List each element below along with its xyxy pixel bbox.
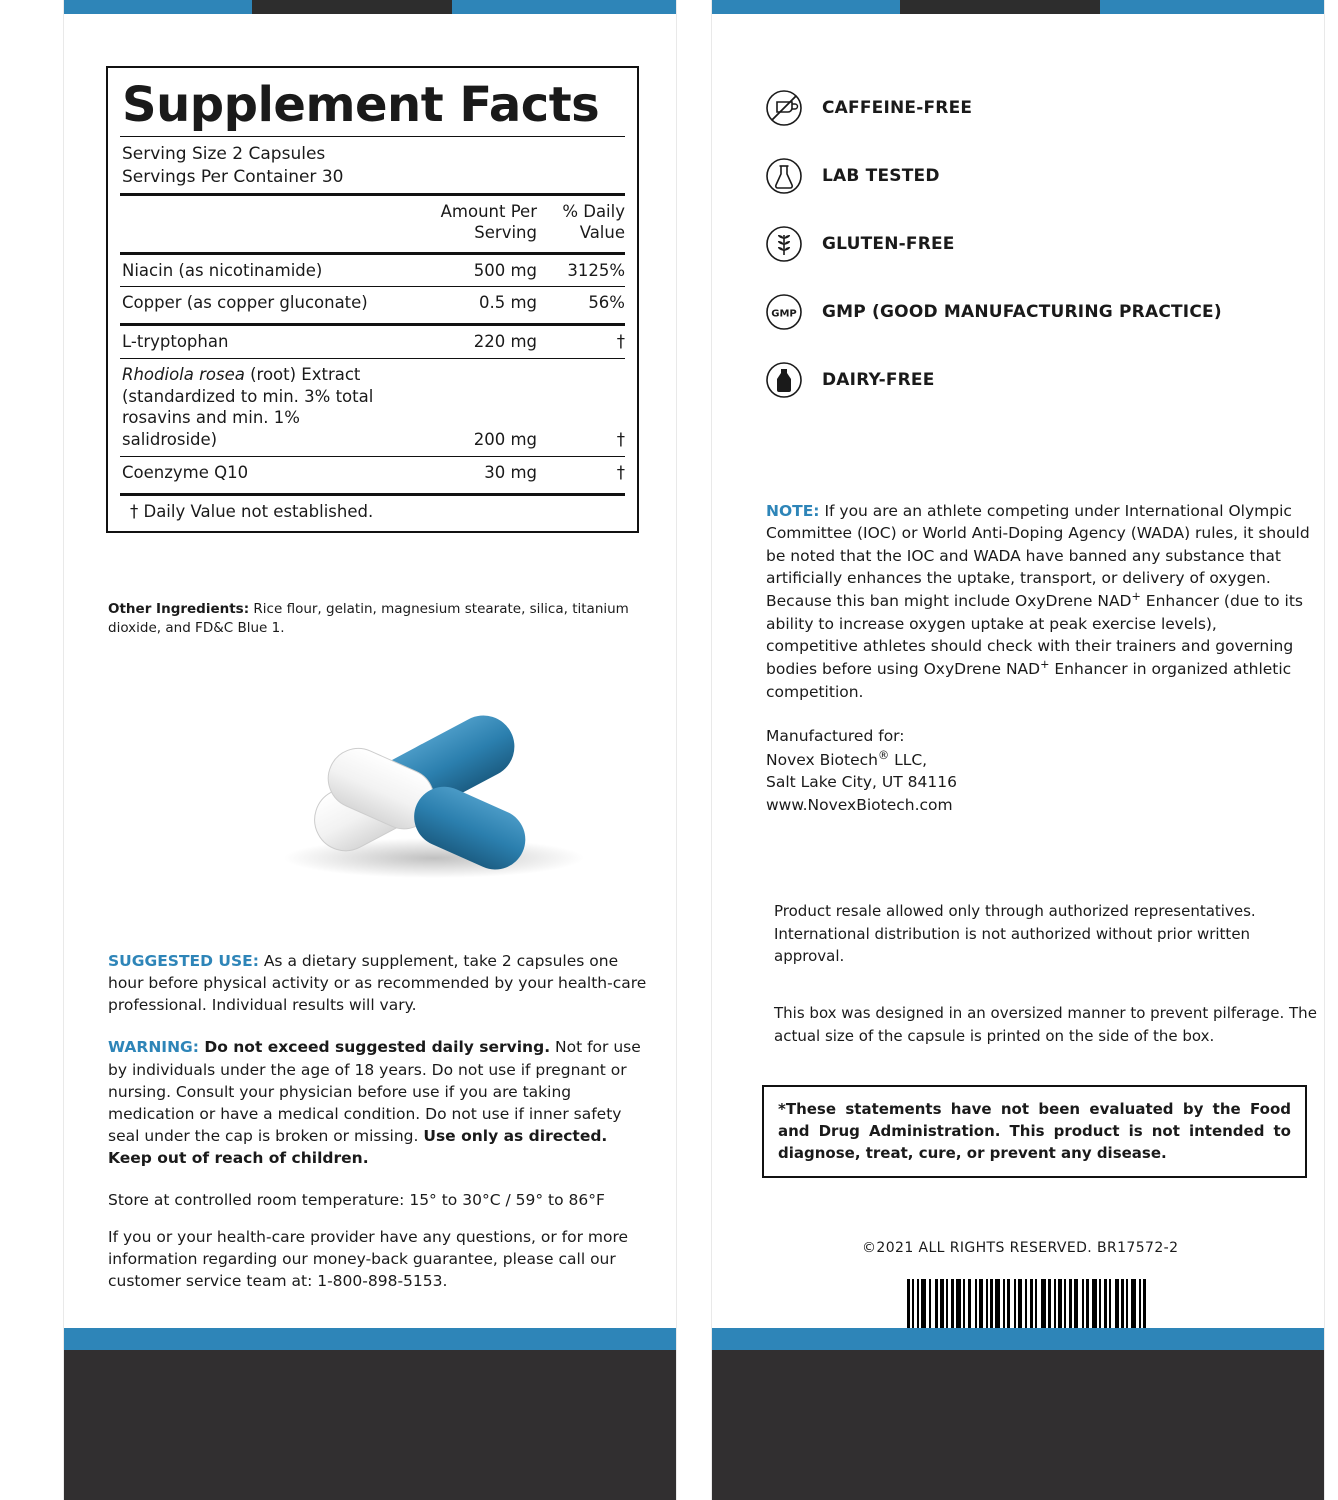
suggested-use-label: SUGGESTED USE: <box>108 952 259 970</box>
nutrient-dv: 56% <box>588 293 625 313</box>
other-ingredients <box>108 600 638 638</box>
top-strip-dark-segment <box>252 0 452 14</box>
note-superscript-1: + <box>1131 590 1141 604</box>
botanical-name-rest: (root) Extract <box>244 364 361 384</box>
other-ingredients-label: Other Ingredients: <box>108 601 250 617</box>
note-block <box>766 500 1311 816</box>
dv-header-line1: % Daily <box>562 202 625 222</box>
claim-dairy-free <box>764 346 1294 414</box>
manufactured-for-label: Manufactured for: <box>766 727 905 746</box>
warning <box>108 1036 648 1169</box>
fda-disclaimer: *These statements have not been evaluated by the Food and Drug Administration. This product is not intended to diagnose, treat, cure, or prevent any disease. <box>762 1085 1307 1178</box>
note-text-2: Enhancer (due to its ability to increase oxygen uptake at peak exercise levels), competitive athletes should check with their trainers and governing bodies before using OxyDrene NAD <box>766 592 1304 679</box>
brand-name: Novex Biotech <box>766 750 878 769</box>
other-ingredients-text: Rice flour, gelatin, magnesium stearate, silica, titanium dioxide, and FD&C Blue 1. <box>108 601 629 637</box>
top-color-strip <box>712 0 1324 14</box>
athlete-note <box>766 500 1311 703</box>
note-text-1: If you are an athlete competing under International Olympic Committee (IOC) or World Anti-Doping Agency (WADA) rules, it should be noted that the IOC and WADA have banned any substance that artificially enhances the uptake, transport, or delivery of oxygen. Because this ban might include OxyDrene NAD <box>766 502 1310 611</box>
nutrient-dv: † <box>616 332 625 352</box>
manufacturer-website[interactable]: www.NovexBiotech.com <box>766 795 953 814</box>
capsule-image <box>244 690 624 890</box>
claim-label: GMP (GOOD MANUFACTURING PRACTICE) <box>822 302 1222 322</box>
storage-instructions: Store at controlled room temperature: 15° to 30°C / 59° to 86°F <box>108 1191 605 1210</box>
entity-suffix: LLC, <box>889 750 928 769</box>
bottom-blue-band <box>64 1328 676 1350</box>
warning-label: WARNING: <box>108 1038 199 1057</box>
gmp-icon <box>764 292 804 332</box>
nutrient-amount: 200 mg <box>473 430 537 450</box>
note-label: NOTE: <box>766 502 820 520</box>
bottom-dark-band <box>712 1350 1324 1500</box>
nutrient-name: Coenzyme Q10 <box>122 462 249 482</box>
caffeine-free-icon <box>764 88 804 128</box>
supplement-facts-panel <box>106 66 639 533</box>
claim-label: LAB TESTED <box>822 166 940 186</box>
suggested-use <box>108 950 648 1016</box>
top-strip-dark-segment <box>900 0 1100 14</box>
nutrient-name: L-tryptophan <box>122 332 229 352</box>
nutrient-amount: 30 mg <box>484 462 537 482</box>
dv-header-line2: Value <box>579 222 625 242</box>
nutrient-amount: 500 mg <box>473 260 537 280</box>
warning-bold-tail: Use only as directed. Keep out of reach of children. <box>108 1127 608 1168</box>
capsule-illustration <box>244 690 624 890</box>
claim-label: DAIRY-FREE <box>822 370 935 390</box>
claim-caffeine-free <box>764 74 1294 142</box>
nutrient-name: Niacin (as nicotinamide) <box>122 260 323 280</box>
supplement-facts-title: Supplement Facts <box>122 77 600 133</box>
table-row <box>120 326 625 358</box>
amount-header-line1: Amount Per <box>440 202 537 222</box>
nutrient-dv: 3125% <box>567 260 625 280</box>
right-box-face <box>712 0 1324 1500</box>
manufacturer-block <box>766 725 1311 816</box>
registered-mark: ® <box>878 748 890 762</box>
claim-lab-tested <box>764 142 1294 210</box>
oversize-box-notice: This box was designed in an oversized manner to prevent pilferage. The actual size of the capsule is printed on the side of the box. <box>774 1004 1317 1045</box>
resale-policy: Product resale allowed only through authorized representatives. International distribution is not authorized without prior written approval. <box>774 902 1256 965</box>
nutrient-dv: † <box>616 462 625 482</box>
table-row <box>120 287 625 319</box>
left-panel-text-block <box>108 950 648 1312</box>
gluten-free-icon <box>764 224 804 264</box>
supplement-facts-column-headers <box>120 196 625 247</box>
nutrient-name <box>122 364 387 451</box>
claim-label: GLUTEN-FREE <box>822 234 955 254</box>
claim-gmp <box>764 278 1294 346</box>
note-text-3: Enhancer in organized athletic competition. <box>766 660 1292 701</box>
dairy-free-icon <box>764 360 804 400</box>
table-row <box>120 359 625 456</box>
left-box-face <box>64 0 676 1500</box>
serving-size: Serving Size 2 Capsules <box>122 144 326 165</box>
table-row <box>120 457 625 489</box>
servings-per-container: Servings Per Container 30 <box>122 167 344 188</box>
copyright-line: ©2021 ALL RIGHTS RESERVED. BR17572-2 <box>862 1240 1179 1256</box>
botanical-name: Rhodiola rosea <box>122 364 245 384</box>
daily-value-footnote: † Daily Value not established. <box>130 501 374 521</box>
lab-tested-icon <box>764 156 804 196</box>
claims-list <box>764 74 1294 414</box>
manufacturer-address: Salt Lake City, UT 84116 <box>766 773 957 792</box>
manufacturer-name <box>766 748 1311 772</box>
suggested-use-text: As a dietary supplement, take 2 capsules one hour before physical activity or as recommended by your health-care professional. Individual results will vary. <box>108 952 647 1015</box>
warning-bold-lead: Do not exceed suggested daily serving. <box>198 1038 551 1057</box>
note-superscript-2: + <box>1040 658 1050 672</box>
nutrient-amount: 0.5 mg <box>478 293 537 313</box>
nutrient-amount: 220 mg <box>473 332 537 352</box>
nutrient-name: Copper (as copper gluconate) <box>122 293 368 313</box>
nutrient-name-line2: (standardized to min. 3% total <box>122 386 374 406</box>
customer-service-text: If you or your health-care provider have any questions, or for more information regarding our money-back guarantee, please call our customer service team at: 1-800-898-5153. <box>108 1227 629 1290</box>
bottom-dark-band <box>64 1350 676 1500</box>
table-row <box>120 255 625 287</box>
amount-header-line2: Serving <box>474 222 537 242</box>
claim-label: CAFFEINE-FREE <box>822 98 973 118</box>
svg-text:GMP: GMP <box>771 308 797 320</box>
claim-gluten-free <box>764 210 1294 278</box>
bottom-blue-band <box>712 1328 1324 1350</box>
nutrient-dv: † <box>616 430 625 450</box>
warning-text: Not for use by individuals under the age of 18 years. Do not use if pregnant or nursing. Consult your physician before use if you are taking medication or have a medical condition. Do not use if inner safety seal under the cap is broken or missing. <box>108 1038 641 1146</box>
top-color-strip <box>64 0 676 14</box>
nutrient-name-line3: rosavins and min. 1% salidroside) <box>122 408 300 450</box>
